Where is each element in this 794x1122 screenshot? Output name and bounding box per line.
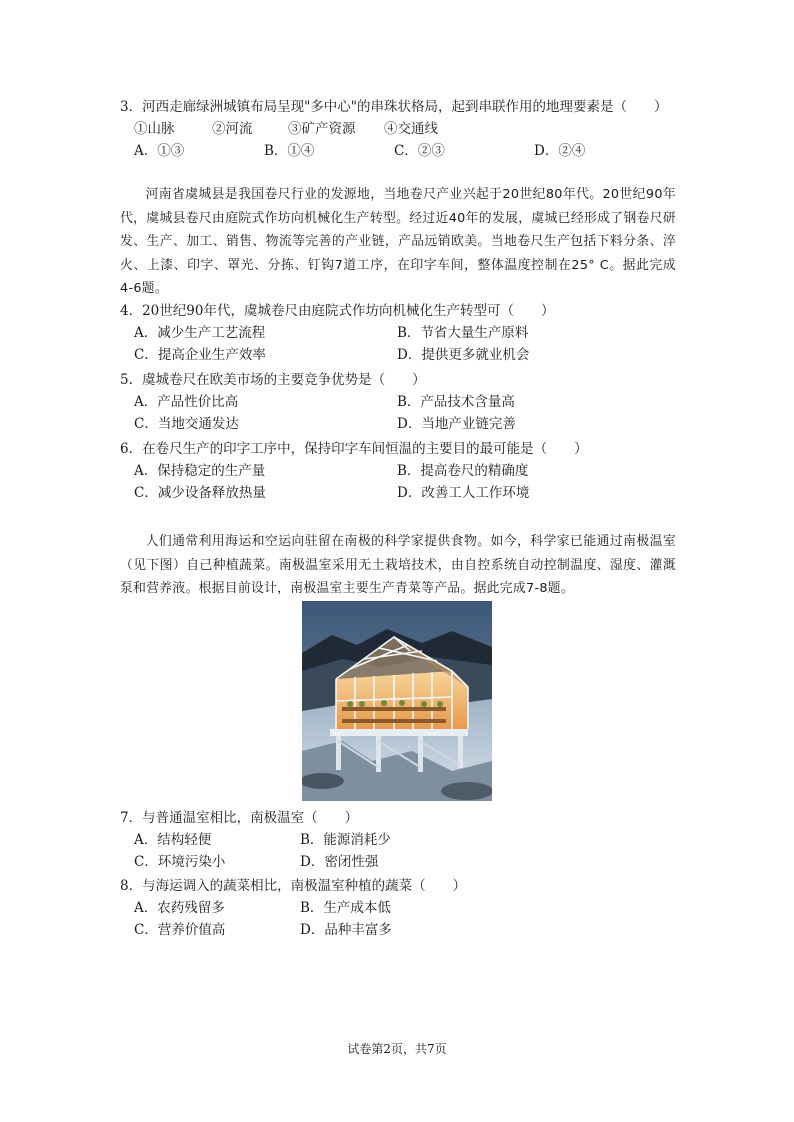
option-b: B．能源消耗少 [300,832,391,848]
option-c: C．提高企业生产效率 [134,347,266,363]
option-b: B．产品技术含量高 [397,394,515,410]
passage-juanchi: 河南省虞城县是我国卷尺行业的发源地，当地卷尺产业兴起于20世纪80年代。20世纪90年代，虞城县卷尺由庭院式作坊向机械化生产转型。经过近40年的发展，虞城已经形成了钢卷尺研发、生产、加工、销售、物流等完善的产业链，产品远销欧美。当地卷尺生产包括下料分条、淬火、上漆、印字、罩光、分拣、钉钩7道工序，在印字车间，整体温度控制在25° C。据此完成4-6题。 [120,187,676,296]
option-b: B．节省大量生产原料 [397,325,529,341]
option-d: D．改善工人工作环境 [397,485,530,501]
question-5-options-row1 [120,391,700,413]
question-3-options [120,140,700,162]
question-4-options-row2 [120,344,700,366]
option-d: D．品种丰富多 [300,922,392,938]
option-a: A．结构轻便 [134,832,212,848]
item-3: ③矿产资源 [288,121,356,137]
option-c: C．②③ [394,143,445,159]
option-a: A．①③ [134,143,185,159]
question-4-options-row1 [120,322,700,344]
question-7 [120,807,700,873]
option-d: D．②④ [534,143,586,159]
question-8-stem: 8．与海运调入的蔬菜相比，南极温室种植的蔬菜（ ） [120,878,467,894]
option-c: C．当地交通发达 [134,416,239,432]
option-a: A．产品性价比高 [134,394,239,410]
option-c: C．减少设备释放热量 [134,485,266,501]
question-7-options-row2 [120,851,700,873]
option-a: A．保持稳定的生产量 [134,463,266,479]
option-b: B．生产成本低 [300,900,391,916]
question-5-stem: 5．虞城卷尺在欧美市场的主要竞争优势是（ ） [120,372,426,388]
question-7-options-row1 [120,829,700,851]
page-footer: 试卷第2页，共7页 [347,1042,447,1056]
option-d: D．当地产业链完善 [397,416,516,432]
question-8 [120,875,700,941]
question-8-options-row2 [120,919,700,941]
option-b: B．提高卷尺的精确度 [397,463,529,479]
question-4 [120,300,700,366]
antarctic-greenhouse-photo [302,601,492,801]
item-4: ④交通线 [384,121,438,137]
item-1: ①山脉 [134,121,175,137]
question-5-options-row2 [120,413,700,435]
question-3-items [120,118,700,140]
question-3 [120,96,700,162]
question-6 [120,438,700,504]
option-d: D．提供更多就业机会 [397,347,530,363]
question-5 [120,369,700,435]
question-7-stem: 7．与普通温室相比，南极温室（ ） [120,810,359,826]
item-2: ②河流 [212,121,253,137]
question-6-stem: 6．在卷尺生产的印字工序中，保持印字车间恒温的主要目的最可能是（ ） [120,441,588,457]
option-c: C．环境污染小 [134,854,226,870]
option-c: C．营养价值高 [134,922,226,938]
question-4-stem: 4．20世纪90年代，虞城卷尺由庭院式作坊向机械化生产转型可（ ） [120,303,555,319]
question-6-options-row1 [120,460,700,482]
passage-antarctic-greenhouse: 人们通常利用海运和空运向驻留在南极的科学家提供食物。如今，科学家已能通过南极温室（见下图）自己种植蔬菜。南极温室采用无土栽培技术，由自控系统自动控制温度、湿度、灌溉泵和营养液。根据目前设计，南极温室主要生产青菜等产品。据此完成7-8题。 [120,534,676,596]
option-b: B．①④ [264,143,315,159]
option-a: A．减少生产工艺流程 [134,325,266,341]
option-a: A．农药残留多 [134,900,225,916]
option-d: D．密闭性强 [300,854,379,870]
question-8-options-row1 [120,897,700,919]
question-3-stem: 3．河西走廊绿洲城镇布局呈现"多中心"的串珠状格局，起到串联作用的地理要素是（ ） [120,99,668,115]
question-6-options-row2 [120,482,700,504]
greenhouse-illustration [302,601,492,801]
